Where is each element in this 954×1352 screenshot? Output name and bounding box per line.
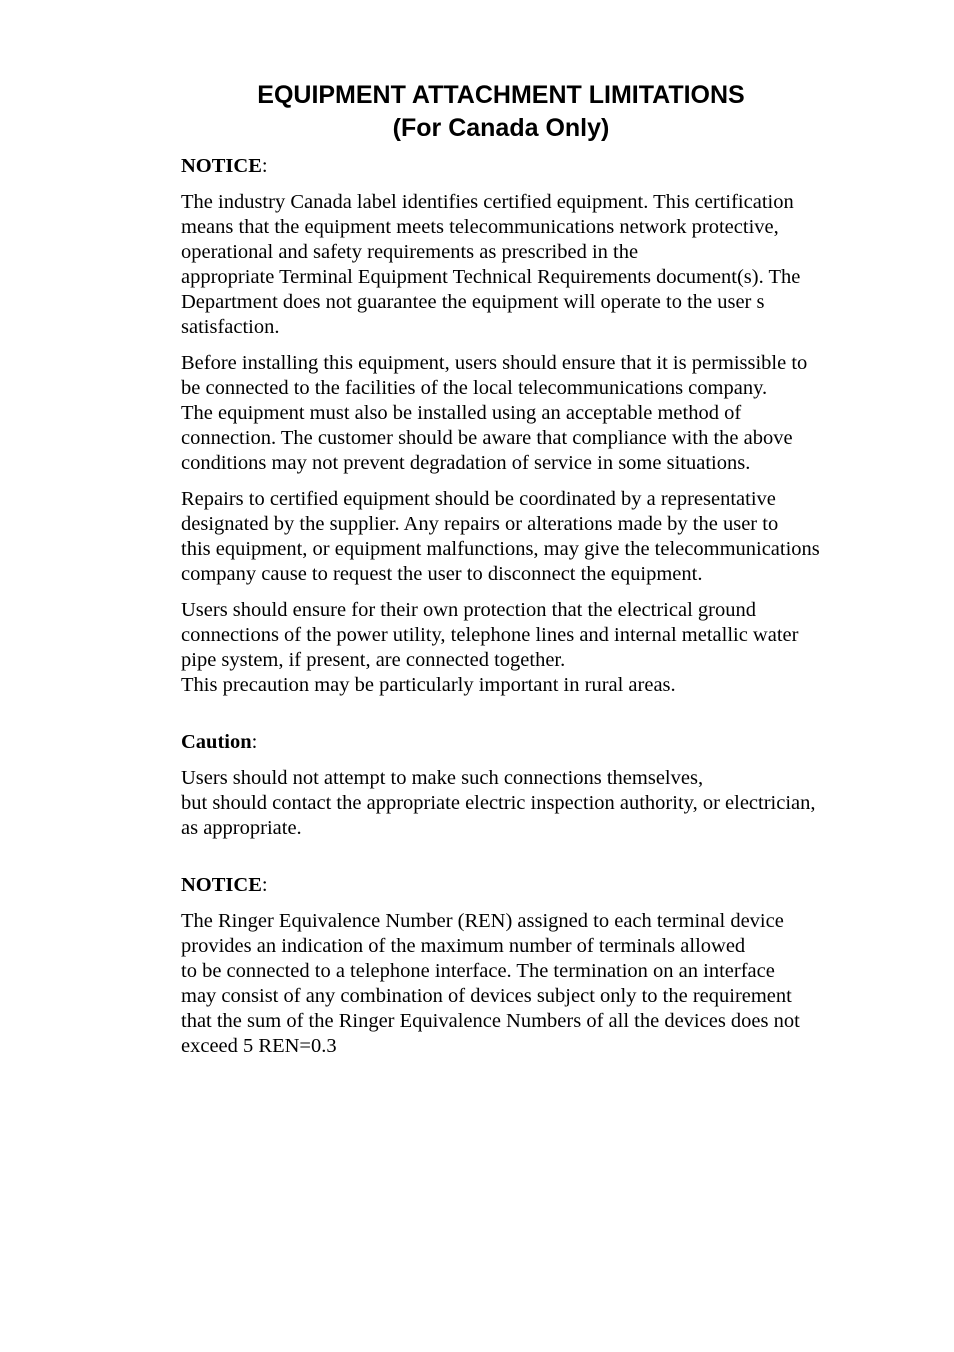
notice-label: NOTICE bbox=[181, 155, 262, 177]
text-line: connection. The customer should be aware that compliance with the above bbox=[181, 427, 793, 449]
notice-colon: : bbox=[261, 155, 268, 177]
text-line: exceed 5 REN=0.3 bbox=[181, 1035, 337, 1057]
text-line: This precaution may be particularly important in rural areas. bbox=[181, 674, 676, 696]
text-line: operational and safety requirements as prescribed in the bbox=[181, 241, 639, 263]
text-line: that the sum of the Ringer Equivalence Numbers of all the devices does not bbox=[181, 1010, 800, 1032]
notice-paragraph-repairs bbox=[181, 487, 881, 587]
text-line: Repairs to certified equipment should be coordinated by a representative bbox=[181, 488, 776, 510]
text-line: provides an indication of the maximum number of terminals allowed bbox=[181, 935, 746, 957]
page-title: EQUIPMENT ATTACHMENT LIMITATIONS bbox=[257, 81, 745, 109]
text-line: Users should ensure for their own protection that the electrical ground bbox=[181, 599, 756, 621]
text-line: means that the equipment meets telecommunications network protective, bbox=[181, 216, 779, 238]
caution-colon: : bbox=[251, 731, 258, 753]
text-line: may consist of any combination of devices subject only to the requirement bbox=[181, 985, 792, 1007]
text-line: The industry Canada label identifies certified equipment. This certification bbox=[181, 191, 794, 213]
text-line: company cause to request the user to disconnect the equipment. bbox=[181, 563, 703, 585]
section-spacer bbox=[181, 852, 881, 873]
notice-paragraph-certification bbox=[181, 190, 881, 340]
text-line: Before installing this equipment, users should ensure that it is permissible to bbox=[181, 352, 808, 374]
document-body bbox=[181, 154, 881, 1070]
text-line: connections of the power utility, telephone lines and internal metallic water bbox=[181, 624, 799, 646]
notice-heading bbox=[181, 154, 881, 179]
text-line: The equipment must also be installed using an acceptable method of bbox=[181, 402, 742, 424]
text-line: The Ringer Equivalence Number (REN) assigned to each terminal device bbox=[181, 910, 784, 932]
text-line: Department does not guarantee the equipment will operate to the user s bbox=[181, 291, 765, 313]
text-line: this equipment, or equipment malfunctions, may give the telecommunications bbox=[181, 538, 820, 560]
text-line: Users should not attempt to make such connections themselves, bbox=[181, 767, 704, 789]
notice-label: NOTICE bbox=[181, 874, 262, 896]
text-line: to be connected to a telephone interface. The termination on an interface bbox=[181, 960, 775, 982]
caution-label: Caution bbox=[181, 731, 252, 753]
notice-heading bbox=[181, 873, 881, 898]
caution-heading bbox=[181, 730, 881, 755]
text-line: pipe system, if present, are connected together. bbox=[181, 649, 566, 671]
notice-paragraph-grounding bbox=[181, 598, 881, 698]
text-line: conditions may not prevent degradation of service in some situations. bbox=[181, 452, 751, 474]
text-line: designated by the supplier. Any repairs or alterations made by the user to bbox=[181, 513, 779, 535]
caution-paragraph bbox=[181, 766, 881, 841]
text-line: be connected to the facilities of the local telecommunications company. bbox=[181, 377, 768, 399]
notice-paragraph-installation bbox=[181, 351, 881, 476]
text-line: as appropriate. bbox=[181, 817, 302, 839]
text-line: but should contact the appropriate electric inspection authority, or electrician, bbox=[181, 792, 816, 814]
ren-paragraph bbox=[181, 909, 881, 1059]
notice-colon: : bbox=[261, 874, 268, 896]
page-subtitle: (For Canada Only) bbox=[392, 114, 610, 142]
section-spacer bbox=[181, 709, 881, 730]
text-line: appropriate Terminal Equipment Technical Requirements document(s). The bbox=[181, 266, 801, 288]
text-line: satisfaction. bbox=[181, 316, 280, 338]
